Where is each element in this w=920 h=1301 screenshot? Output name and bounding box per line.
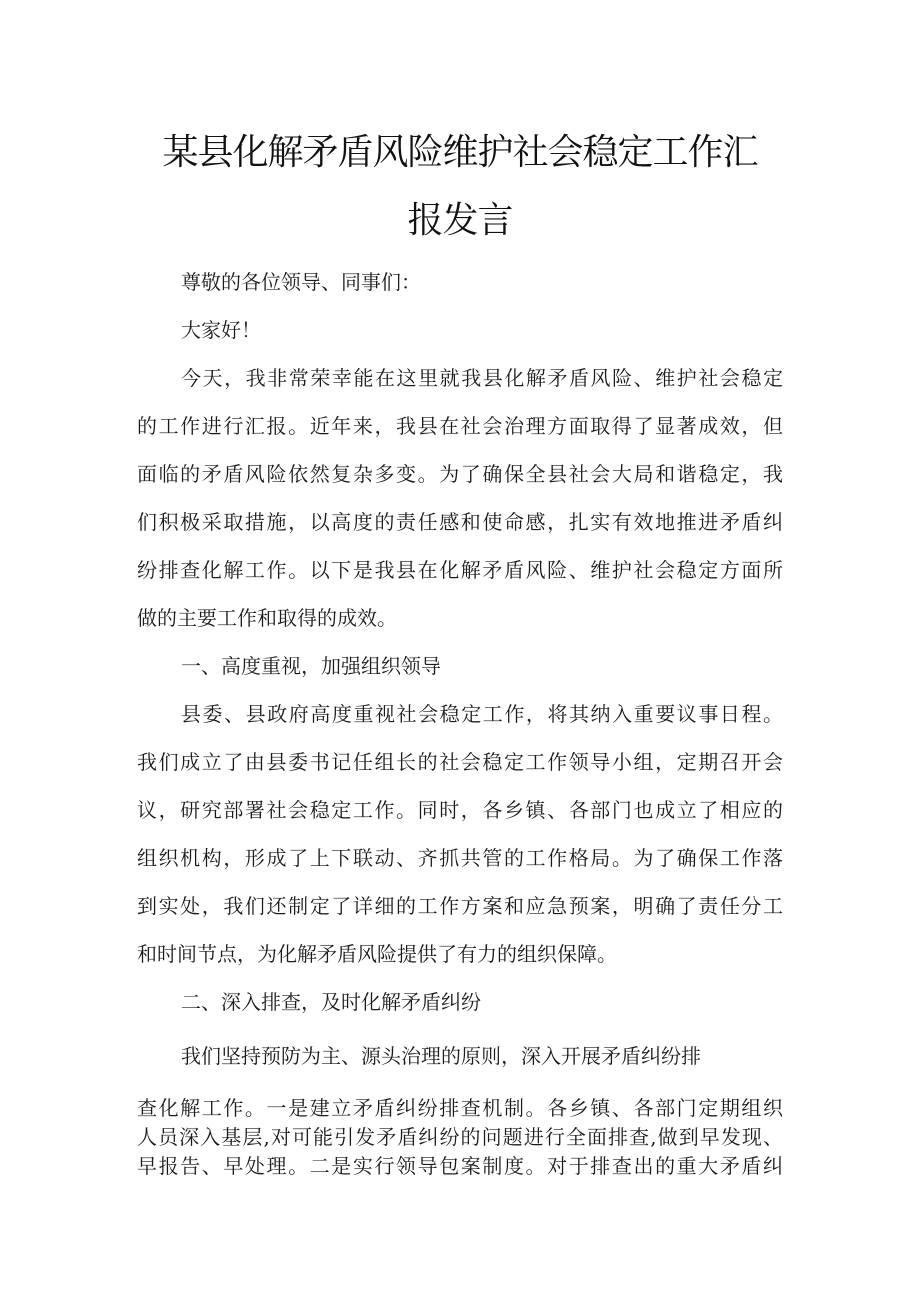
document-title-line-2: 报发言 — [407, 200, 513, 241]
paragraph-line: 们积极采取措施，以高度的责任感和使命感，扎实有效地推进矛盾纠 — [137, 510, 783, 534]
greeting: 大家好！ — [181, 318, 261, 342]
paragraph-line: 面临的矛盾风险依然复杂多变。为了确保全县社会大局和谐稳定，我 — [137, 462, 783, 486]
paragraph-line: 到实处，我们还制定了详细的工作方案和应急预案，明确了责任分工 — [137, 894, 783, 918]
paragraph-line: 今天，我非常荣幸能在这里就我县化解矛盾风险、维护社会稳定 — [181, 366, 783, 390]
document-title-line-1: 某县化解矛盾风险维护社会稳定工作汇 — [162, 132, 758, 173]
paragraph-line: 和时间节点，为化解矛盾风险提供了有力的组织保障。 — [137, 942, 617, 966]
section-heading-1: 一、高度重视，加强组织领导 — [181, 654, 441, 678]
paragraph-line: 纷排查化解工作。以下是我县在化解矛盾风险、维护社会稳定方面所 — [137, 558, 783, 582]
paragraph-line: 人员深入基层,对可能引发矛盾纠纷的问题进行全面排查,做到早发现、 — [137, 1125, 783, 1149]
paragraph-line: 议，研究部署社会稳定工作。同时，各乡镇、各部门也成立了相应的 — [137, 798, 783, 822]
salutation: 尊敬的各位领导、同事们： — [181, 270, 421, 294]
section-heading-2: 二、深入排查，及时化解矛盾纠纷 — [181, 990, 481, 1014]
paragraph-line: 的工作进行汇报。近年来，我县在社会治理方面取得了显著成效，但 — [137, 414, 783, 438]
paragraph-line: 我们成立了由县委书记任组长的社会稳定工作领导小组，定期召开会 — [137, 750, 783, 774]
paragraph-line: 做的主要工作和取得的成效。 — [137, 606, 397, 630]
paragraph-line: 县委、县政府高度重视社会稳定工作，将其纳入重要议事日程。 — [181, 702, 783, 726]
paragraph-line: 我们坚持预防为主、源头治理的原则，深入开展矛盾纠纷排 — [181, 1044, 701, 1068]
paragraph-line: 早报告、早处理。二是实行领导包案制度。对于排查出的重大矛盾纠 — [137, 1154, 783, 1178]
paragraph-line: 组织机构，形成了上下联动、齐抓共管的工作格局。为了确保工作落 — [137, 846, 783, 870]
paragraph-line: 查化解工作。一是建立矛盾纠纷排查机制。各乡镇、各部门定期组织 — [137, 1096, 783, 1120]
